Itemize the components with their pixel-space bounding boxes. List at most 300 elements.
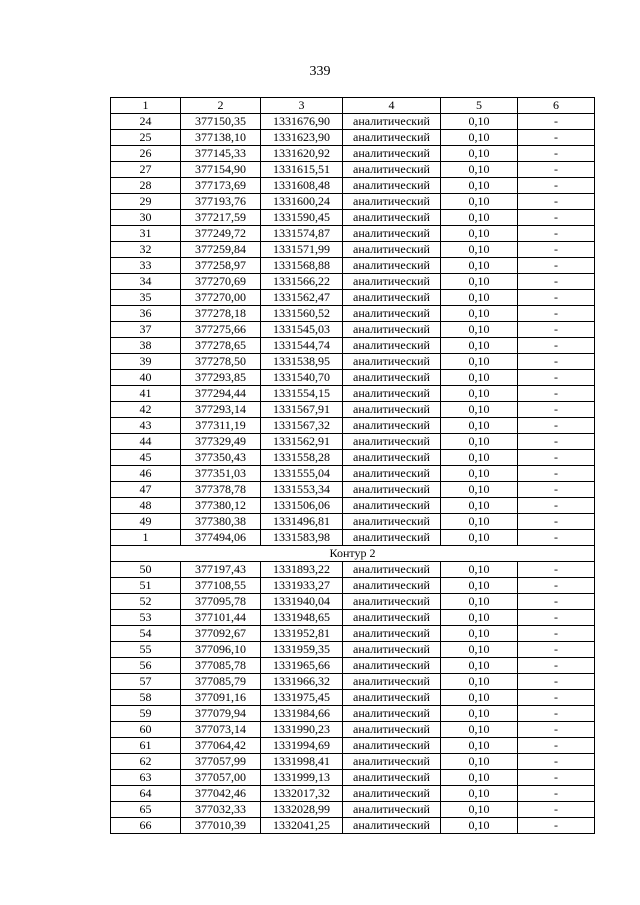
table-cell: -: [518, 418, 595, 434]
table-cell: аналитический: [343, 450, 441, 466]
table-cell: 1331583,98: [261, 530, 343, 546]
table-cell: 44: [111, 434, 181, 450]
table-cell: 0,10: [441, 322, 518, 338]
table-cell: 0,10: [441, 274, 518, 290]
table-row: [111, 130, 595, 146]
table-row: [111, 578, 595, 594]
table-cell: аналитический: [343, 722, 441, 738]
table-cell: 377138,10: [181, 130, 261, 146]
table-cell: 0,10: [441, 466, 518, 482]
table-cell: 0,10: [441, 130, 518, 146]
table-cell: 27: [111, 162, 181, 178]
table-cell: 377378,78: [181, 482, 261, 498]
table-cell: аналитический: [343, 146, 441, 162]
table-cell: аналитический: [343, 498, 441, 514]
table-cell: 377057,99: [181, 754, 261, 770]
table-cell: 0,10: [441, 146, 518, 162]
table-cell: 62: [111, 754, 181, 770]
table-row: [111, 530, 595, 546]
table-row: [111, 626, 595, 642]
table-cell: 377380,12: [181, 498, 261, 514]
table-row: [111, 514, 595, 530]
table-cell: 28: [111, 178, 181, 194]
table-cell: 60: [111, 722, 181, 738]
table-cell: 377091,16: [181, 690, 261, 706]
table-cell: -: [518, 322, 595, 338]
table-cell: 1331574,87: [261, 226, 343, 242]
table-cell: 0,10: [441, 370, 518, 386]
table-cell: 1331966,32: [261, 674, 343, 690]
table-cell: аналитический: [343, 626, 441, 642]
table-row: [111, 354, 595, 370]
table-row: [111, 738, 595, 754]
table-cell: 0,10: [441, 290, 518, 306]
table-row: [111, 466, 595, 482]
table-cell: 24: [111, 114, 181, 130]
table-cell: 377079,94: [181, 706, 261, 722]
table-cell: -: [518, 114, 595, 130]
table-cell: -: [518, 786, 595, 802]
table-cell: 0,10: [441, 594, 518, 610]
table-cell: 0,10: [441, 418, 518, 434]
table-cell: 1331544,74: [261, 338, 343, 354]
table-cell: аналитический: [343, 162, 441, 178]
table-cell: аналитический: [343, 610, 441, 626]
table-cell: 1331933,27: [261, 578, 343, 594]
table-cell: 377217,59: [181, 210, 261, 226]
table-cell: 377042,46: [181, 786, 261, 802]
table-cell: 1331940,04: [261, 594, 343, 610]
table-cell: 45: [111, 450, 181, 466]
table-cell: 1331676,90: [261, 114, 343, 130]
table-cell: 30: [111, 210, 181, 226]
table-cell: 1331553,34: [261, 482, 343, 498]
table-row: [111, 338, 595, 354]
table-cell: аналитический: [343, 274, 441, 290]
table-cell: 377197,43: [181, 562, 261, 578]
table-cell: 377293,14: [181, 402, 261, 418]
column-header: 2: [181, 98, 261, 114]
table-cell: аналитический: [343, 578, 441, 594]
table-cell: 377311,19: [181, 418, 261, 434]
table-cell: -: [518, 306, 595, 322]
table-cell: 32: [111, 242, 181, 258]
table-cell: 50: [111, 562, 181, 578]
table-cell: -: [518, 226, 595, 242]
table-cell: -: [518, 658, 595, 674]
table-cell: 377278,18: [181, 306, 261, 322]
table-cell: 1331998,41: [261, 754, 343, 770]
table-cell: 377010,39: [181, 818, 261, 834]
table-cell: 377085,79: [181, 674, 261, 690]
table-cell: аналитический: [343, 690, 441, 706]
table-cell: 0,10: [441, 242, 518, 258]
section-2-body: [111, 562, 595, 834]
table-row: [111, 786, 595, 802]
table-cell: 65: [111, 802, 181, 818]
table-row: [111, 562, 595, 578]
table-row: [111, 818, 595, 834]
table-cell: аналитический: [343, 418, 441, 434]
table-cell: 377350,43: [181, 450, 261, 466]
table-cell: 0,10: [441, 402, 518, 418]
table-row: [111, 274, 595, 290]
table-cell: 1331571,99: [261, 242, 343, 258]
table-cell: -: [518, 194, 595, 210]
table-cell: аналитический: [343, 370, 441, 386]
table-cell: 1331496,81: [261, 514, 343, 530]
table-cell: 377258,97: [181, 258, 261, 274]
table-cell: -: [518, 354, 595, 370]
table-cell: 1331567,32: [261, 418, 343, 434]
table-cell: 377329,49: [181, 434, 261, 450]
table-cell: 43: [111, 418, 181, 434]
table-cell: аналитический: [343, 514, 441, 530]
table-cell: 1331562,47: [261, 290, 343, 306]
table-row: [111, 690, 595, 706]
table-cell: 26: [111, 146, 181, 162]
table-cell: аналитический: [343, 594, 441, 610]
table-cell: 0,10: [441, 642, 518, 658]
table-cell: аналитический: [343, 322, 441, 338]
table-cell: 0,10: [441, 706, 518, 722]
section-2-title-body: [111, 546, 595, 562]
table-cell: 46: [111, 466, 181, 482]
table-cell: 1331555,04: [261, 466, 343, 482]
table-cell: -: [518, 818, 595, 834]
section-title-row: [111, 546, 595, 562]
table-cell: -: [518, 274, 595, 290]
table-cell: 66: [111, 818, 181, 834]
table-cell: 377294,44: [181, 386, 261, 402]
table-cell: -: [518, 434, 595, 450]
table-cell: 0,10: [441, 802, 518, 818]
column-header: 4: [343, 98, 441, 114]
table-cell: 59: [111, 706, 181, 722]
table-cell: 39: [111, 354, 181, 370]
table-cell: 1: [111, 530, 181, 546]
section-1-body: [111, 114, 595, 546]
table-cell: 63: [111, 770, 181, 786]
table-row: [111, 802, 595, 818]
table-cell: -: [518, 530, 595, 546]
table-cell: 35: [111, 290, 181, 306]
table-cell: -: [518, 290, 595, 306]
table-row: [111, 658, 595, 674]
table-cell: -: [518, 722, 595, 738]
table-cell: 40: [111, 370, 181, 386]
table-row: [111, 450, 595, 466]
table-cell: -: [518, 578, 595, 594]
table-cell: 377259,84: [181, 242, 261, 258]
table-cell: 377096,10: [181, 642, 261, 658]
table-cell: аналитический: [343, 114, 441, 130]
table-row: [111, 146, 595, 162]
table-cell: 0,10: [441, 754, 518, 770]
table-cell: 1331566,22: [261, 274, 343, 290]
table-cell: 61: [111, 738, 181, 754]
table-cell: 1331948,65: [261, 610, 343, 626]
table-cell: 377270,69: [181, 274, 261, 290]
table-cell: -: [518, 770, 595, 786]
table-cell: аналитический: [343, 562, 441, 578]
coordinates-table: [110, 97, 595, 834]
table-cell: 57: [111, 674, 181, 690]
table-cell: 34: [111, 274, 181, 290]
table-cell: 0,10: [441, 690, 518, 706]
table-cell: -: [518, 706, 595, 722]
table-cell: аналитический: [343, 402, 441, 418]
table-cell: аналитический: [343, 706, 441, 722]
table-cell: 29: [111, 194, 181, 210]
table-cell: аналитический: [343, 354, 441, 370]
table-cell: 377064,42: [181, 738, 261, 754]
table-cell: 377095,78: [181, 594, 261, 610]
table-cell: 377101,44: [181, 610, 261, 626]
table-cell: 377278,65: [181, 338, 261, 354]
table-cell: 0,10: [441, 306, 518, 322]
table-cell: 0,10: [441, 770, 518, 786]
column-header: 5: [441, 98, 518, 114]
table-cell: 1331560,52: [261, 306, 343, 322]
table-cell: 0,10: [441, 450, 518, 466]
table-row: [111, 706, 595, 722]
table-row: [111, 642, 595, 658]
table-cell: 377145,33: [181, 146, 261, 162]
table-cell: -: [518, 370, 595, 386]
table-cell: 0,10: [441, 178, 518, 194]
table-cell: аналитический: [343, 194, 441, 210]
table-cell: 377249,72: [181, 226, 261, 242]
table-cell: 1332028,99: [261, 802, 343, 818]
table-cell: 1331984,66: [261, 706, 343, 722]
table-row: [111, 610, 595, 626]
table-cell: 0,10: [441, 258, 518, 274]
table-cell: 1331965,66: [261, 658, 343, 674]
table-row: [111, 434, 595, 450]
table-row: [111, 258, 595, 274]
table-cell: 377032,33: [181, 802, 261, 818]
table-cell: 0,10: [441, 722, 518, 738]
table-cell: аналитический: [343, 738, 441, 754]
table-cell: 377351,03: [181, 466, 261, 482]
table-cell: аналитический: [343, 674, 441, 690]
table-row: [111, 482, 595, 498]
table-cell: 1331600,24: [261, 194, 343, 210]
table-cell: 1331959,35: [261, 642, 343, 658]
table-cell: -: [518, 130, 595, 146]
table-row: [111, 674, 595, 690]
table-cell: 0,10: [441, 578, 518, 594]
table-cell: 377293,85: [181, 370, 261, 386]
table-cell: 377173,69: [181, 178, 261, 194]
table-cell: 0,10: [441, 498, 518, 514]
table-cell: 1331623,90: [261, 130, 343, 146]
section-title: Контур 2: [111, 546, 595, 562]
table-cell: аналитический: [343, 226, 441, 242]
table-cell: -: [518, 386, 595, 402]
table-cell: 0,10: [441, 610, 518, 626]
table-cell: -: [518, 210, 595, 226]
table-cell: 38: [111, 338, 181, 354]
table-cell: 0,10: [441, 818, 518, 834]
table-cell: аналитический: [343, 178, 441, 194]
table-cell: 0,10: [441, 210, 518, 226]
table-cell: 0,10: [441, 514, 518, 530]
table-cell: 1331554,15: [261, 386, 343, 402]
table-cell: 64: [111, 786, 181, 802]
table-cell: -: [518, 642, 595, 658]
table-cell: 55: [111, 642, 181, 658]
table-cell: 1331540,70: [261, 370, 343, 386]
table-cell: 1331567,91: [261, 402, 343, 418]
table-cell: 1331620,92: [261, 146, 343, 162]
table-cell: 41: [111, 386, 181, 402]
table-cell: -: [518, 450, 595, 466]
table-cell: аналитический: [343, 290, 441, 306]
table-cell: 1331506,06: [261, 498, 343, 514]
table-row: [111, 162, 595, 178]
table-row: [111, 418, 595, 434]
table-cell: -: [518, 514, 595, 530]
table-cell: -: [518, 754, 595, 770]
table-row: [111, 290, 595, 306]
table-cell: 0,10: [441, 786, 518, 802]
table-cell: аналитический: [343, 802, 441, 818]
table-row: [111, 210, 595, 226]
table-cell: 1331538,95: [261, 354, 343, 370]
table-cell: 0,10: [441, 674, 518, 690]
table-cell: -: [518, 146, 595, 162]
table-cell: 0,10: [441, 530, 518, 546]
table-cell: 377275,66: [181, 322, 261, 338]
column-header: 1: [111, 98, 181, 114]
table-cell: 0,10: [441, 434, 518, 450]
table-row: [111, 754, 595, 770]
table-cell: 49: [111, 514, 181, 530]
table-cell: -: [518, 162, 595, 178]
table-cell: -: [518, 402, 595, 418]
table-cell: 31: [111, 226, 181, 242]
table-cell: 0,10: [441, 626, 518, 642]
table-cell: 1331608,48: [261, 178, 343, 194]
table-row: [111, 498, 595, 514]
table-cell: -: [518, 562, 595, 578]
table-cell: -: [518, 498, 595, 514]
table-cell: 377073,14: [181, 722, 261, 738]
table-row: [111, 178, 595, 194]
table-cell: -: [518, 674, 595, 690]
table-cell: 37: [111, 322, 181, 338]
table-cell: 1331590,45: [261, 210, 343, 226]
table-cell: аналитический: [343, 466, 441, 482]
table-row: [111, 770, 595, 786]
table-cell: -: [518, 178, 595, 194]
table-header-row: [111, 98, 595, 114]
table-cell: 0,10: [441, 354, 518, 370]
table-cell: 0,10: [441, 226, 518, 242]
table-cell: 377150,35: [181, 114, 261, 130]
table-cell: 1331999,13: [261, 770, 343, 786]
table-cell: 58: [111, 690, 181, 706]
table-row: [111, 386, 595, 402]
table-cell: аналитический: [343, 786, 441, 802]
table-cell: аналитический: [343, 530, 441, 546]
table-cell: аналитический: [343, 130, 441, 146]
table-cell: аналитический: [343, 658, 441, 674]
table-cell: -: [518, 690, 595, 706]
table-cell: 1331615,51: [261, 162, 343, 178]
table-cell: -: [518, 610, 595, 626]
table-cell: 377092,67: [181, 626, 261, 642]
table-cell: 0,10: [441, 194, 518, 210]
table-cell: аналитический: [343, 338, 441, 354]
table-cell: -: [518, 594, 595, 610]
table-cell: 52: [111, 594, 181, 610]
table-cell: 377193,76: [181, 194, 261, 210]
table-cell: аналитический: [343, 482, 441, 498]
table-cell: 42: [111, 402, 181, 418]
table-cell: 53: [111, 610, 181, 626]
table-cell: 54: [111, 626, 181, 642]
page-number: 339: [309, 64, 331, 79]
table-cell: -: [518, 338, 595, 354]
table-cell: -: [518, 802, 595, 818]
table-cell: 377278,50: [181, 354, 261, 370]
table-row: [111, 242, 595, 258]
table-cell: аналитический: [343, 754, 441, 770]
table-cell: 36: [111, 306, 181, 322]
table-cell: аналитический: [343, 242, 441, 258]
table-row: [111, 594, 595, 610]
table-cell: 0,10: [441, 562, 518, 578]
table-cell: 0,10: [441, 658, 518, 674]
table-cell: 0,10: [441, 114, 518, 130]
table-cell: -: [518, 258, 595, 274]
table-cell: 47: [111, 482, 181, 498]
table-cell: 1331545,03: [261, 322, 343, 338]
table-cell: 377154,90: [181, 162, 261, 178]
table-cell: 1331568,88: [261, 258, 343, 274]
table-cell: 25: [111, 130, 181, 146]
table-cell: 51: [111, 578, 181, 594]
table-cell: 377057,00: [181, 770, 261, 786]
table-cell: 1331562,91: [261, 434, 343, 450]
table-cell: 1331994,69: [261, 738, 343, 754]
table-cell: 0,10: [441, 338, 518, 354]
table-row: [111, 114, 595, 130]
column-header: 6: [518, 98, 595, 114]
table-row: [111, 402, 595, 418]
table-cell: 377270,00: [181, 290, 261, 306]
table-cell: 0,10: [441, 482, 518, 498]
table-cell: 1332041,25: [261, 818, 343, 834]
table-cell: 377108,55: [181, 578, 261, 594]
table-cell: 33: [111, 258, 181, 274]
table-cell: 377494,06: [181, 530, 261, 546]
table-cell: 48: [111, 498, 181, 514]
table-cell: 0,10: [441, 162, 518, 178]
table-cell: аналитический: [343, 386, 441, 402]
table-row: [111, 722, 595, 738]
table-cell: 0,10: [441, 386, 518, 402]
table-cell: 1331893,22: [261, 562, 343, 578]
table-cell: 1332017,32: [261, 786, 343, 802]
table-cell: 377085,78: [181, 658, 261, 674]
table-cell: -: [518, 482, 595, 498]
table-cell: аналитический: [343, 210, 441, 226]
table-cell: аналитический: [343, 642, 441, 658]
